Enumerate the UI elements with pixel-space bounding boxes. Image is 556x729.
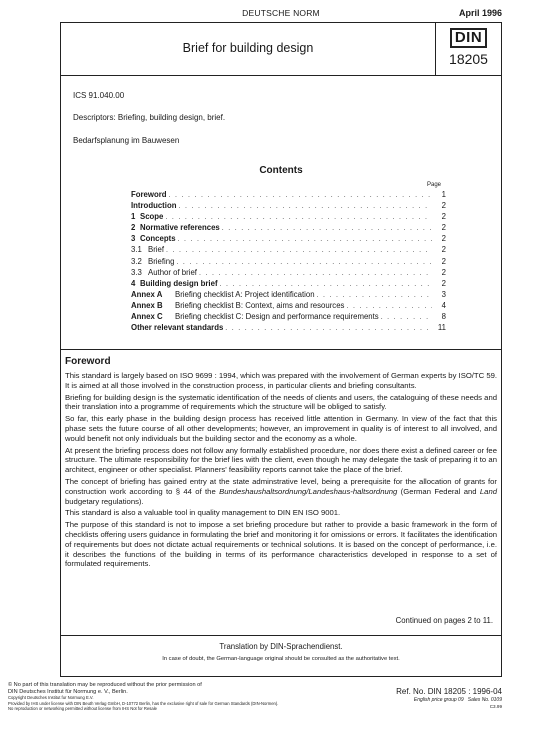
foreword-body — [65, 371, 497, 571]
section-divider — [61, 635, 501, 636]
toc-entry[interactable]: Foreword . . . 1 — [131, 190, 446, 201]
foreword-paragraph: Briefing for building design is the systematic identification of the needs of clients and users, the cataloguing of these needs and their translation into a programme of requirements which the structure will be obliged to satisfy. — [65, 392, 497, 412]
page-column-header: Page — [426, 182, 441, 188]
table-of-contents — [131, 190, 446, 334]
foreword-paragraph: This standard is largely based on ISO 9699 : 1994, which was prepared with the involvement of German experts by ISO/TC 59. It is aimed at all those involved in the construction process, in particular clients and briefing consultants. — [65, 371, 498, 390]
section-divider — [61, 349, 501, 350]
document-title: Brief for building design — [182, 41, 314, 55]
din-logo-icon: DIN — [450, 28, 487, 48]
foreword-paragraph: The purpose of this standard is not to impose a set briefing procedure but rather to provide a basic framework in the form of checklists offering users guidance in formulating the brief and monitoring it for omissions or errors. It facilitates the identification of requirements but does not dictate actual requirements or technical solutions. It is based on the concept of performance, i.e. it describes the functions of the building in terms of its performance characteristics developed in response to a set of formulated requirements. — [65, 520, 497, 569]
copyright-line: DIN Deutsches Institut für Normung e. V., Berlin. — [8, 688, 128, 695]
license-line: Provided by IHS under license with DIN Beuth Verlag GmbH, D-10772 Berlin, has the exclusive right of sale for German Standards (DIN-Normen). — [8, 700, 279, 706]
toc-entry[interactable]: Annex B Briefing checklist B: Context, aims and resources . . . 4 — [131, 301, 446, 312]
foreword-paragraph: At present the briefing process does not follow any formally established procedure, nor does there exist a defined career or fee structure. The ultimate responsibility for the brief lies with the client, even though he may delegate the task of preparing it to an architect, engineer or other specialist. Planners' feasibility reports cannot take the place of the brief. — [65, 445, 497, 475]
ics-code: ICS 91.040.00 — [73, 91, 125, 100]
copyright-line: © No part of this translation may be reproduced without the prior permission of — [8, 682, 202, 688]
foreword-paragraph: The concept of briefing has gained entry at the state adminstrative level, being a prerequisite for the allocation of grants for construction work according to § 44 of the Bundeshaushaltsordnung/Landeshaus-haltsordnung (German Federal and Land budgetary regulations). — [65, 476, 498, 506]
translation-credit: Translation by DIN-Sprachendienst. — [219, 642, 343, 651]
foreword-paragraph: This standard is also a valuable tool in quality management to DIN EN ISO 9001. — [65, 508, 341, 518]
din-number: 18205 — [449, 51, 488, 67]
price-sales-line: English price group 09 Sales No. 0109 — [413, 697, 502, 703]
license-line: Copyright Deutsches Institut fur Normung E.V. — [8, 695, 94, 700]
german-title: Bedarfsplanung im Bauwesen — [73, 136, 180, 145]
toc-entry[interactable]: 3.1 Brief . . . 2 — [131, 245, 446, 256]
contents-title: Contents — [259, 165, 303, 176]
foreword-heading: Foreword — [65, 356, 111, 367]
toc-entry[interactable]: Other relevant standards . . . 11 — [131, 323, 446, 334]
continued-note: Continued on pages 2 to 11. — [395, 616, 493, 625]
norm-label: DEUTSCHE NORM — [242, 8, 320, 18]
toc-entry[interactable]: 3 Concepts . . . 2 — [131, 234, 446, 245]
toc-entry[interactable]: 3.3 Author of brief . . . 2 — [131, 268, 446, 279]
toc-entry[interactable]: 2 Normative references . . . 2 — [131, 223, 446, 234]
toc-entry[interactable]: Annex A Briefing checklist A: Project identification . . . 3 — [131, 290, 446, 301]
toc-entry[interactable]: 1 Scope . . . 2 — [131, 212, 446, 223]
toc-entry[interactable]: Introduction . . . 2 — [131, 201, 446, 212]
top-line — [60, 8, 502, 22]
catalog-code: C3.99 — [489, 704, 502, 709]
toc-entry[interactable]: 3.2 Briefing . . . 2 — [131, 257, 446, 268]
issue-date: April 1996 — [458, 8, 502, 18]
license-line: No reproduction or networking permitted without license from IHS Not for Resale — [8, 706, 157, 712]
document-frame — [60, 22, 502, 677]
toc-entry[interactable]: 4 Building design brief . . . 2 — [131, 279, 446, 290]
toc-entry[interactable]: Annex C Briefing checklist C: Design and performance requirements . . . 8 — [131, 312, 446, 323]
title-row — [61, 23, 501, 76]
descriptors: Descriptors: Briefing, building design, brief. — [73, 113, 226, 122]
footer-legal — [8, 682, 308, 712]
din-box — [435, 23, 501, 75]
reference-number: Ref. No. DIN 18205 : 1996-04 — [396, 687, 502, 696]
foreword-paragraph: So far, this early phase in the building design process has received little attention in Germany. In view of the fact that this phase sets the future course of all other developments; however, an improvement in quality is of interest to all involved, and would benefit not only individuals but the building sector and the economy as a whole. — [65, 414, 497, 443]
footer-reference — [342, 687, 502, 709]
translation-note: In case of doubt, the German-language original should be consulted as the authoritative text. — [162, 656, 400, 662]
